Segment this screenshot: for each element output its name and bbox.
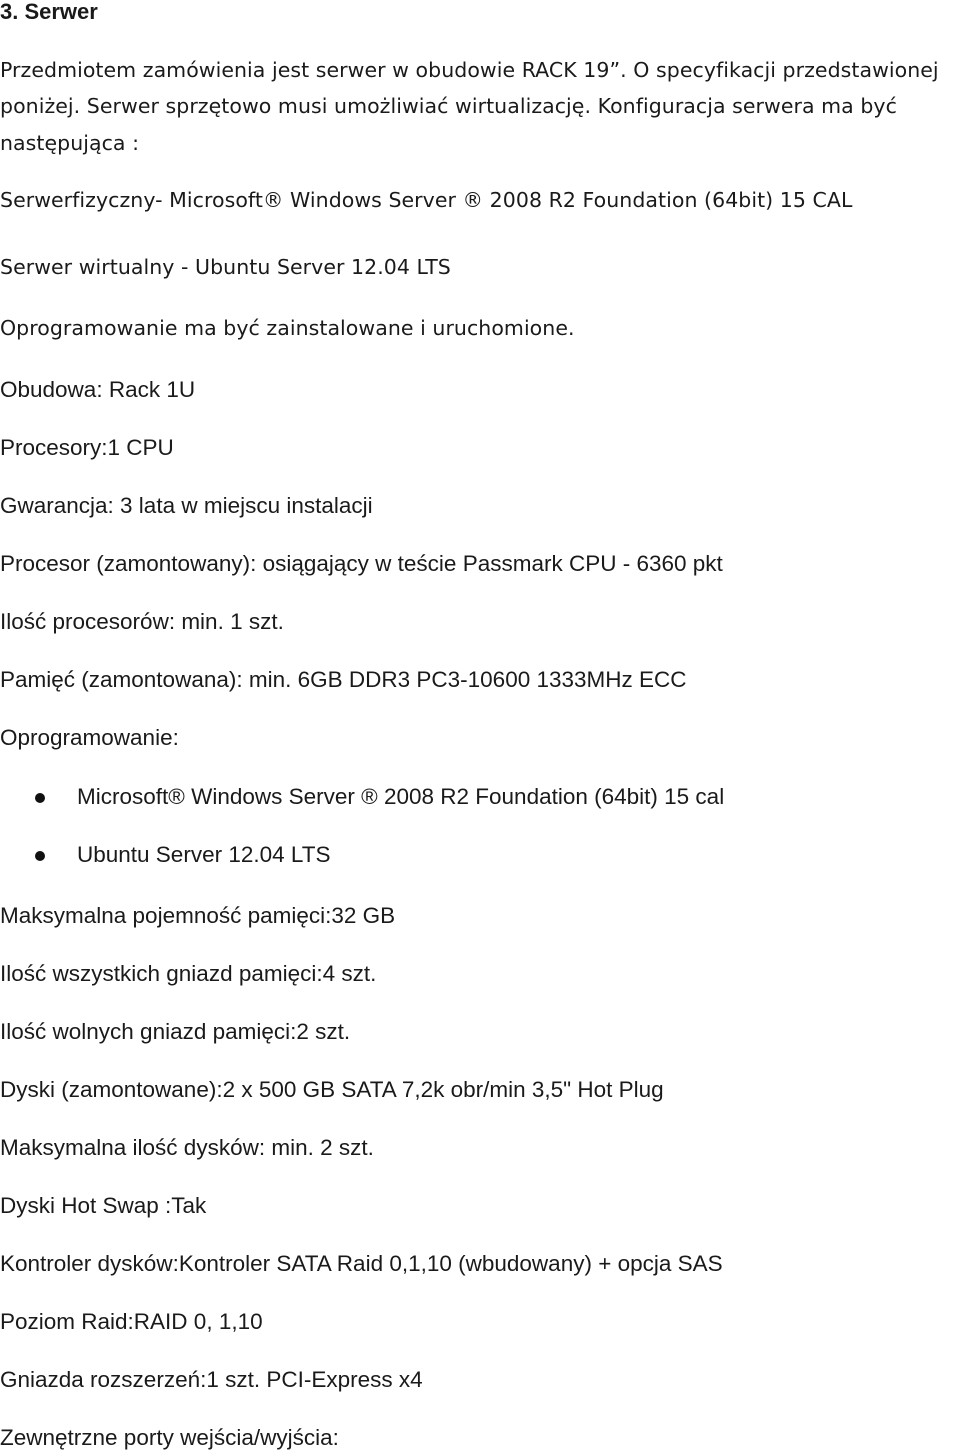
- spec-memory: Pamięć (zamontowana): min. 6GB DDR3 PC3-10600 1333MHz ECC: [0, 667, 687, 692]
- spec-processors: Procesory:1 CPU: [0, 435, 174, 460]
- spec-processor: Procesor (zamontowany): osiągający w teście Passmark CPU - 6360 pkt: [0, 551, 723, 576]
- spec-disks: Dyski (zamontowane):2 x 500 GB SATA 7,2k obr/min 3,5" Hot Plug: [0, 1077, 664, 1102]
- spec-expansion-slots: Gniazda rozszerzeń:1 szt. PCI-Express x4: [0, 1367, 423, 1392]
- spec-raid-level: Poziom Raid:RAID 0, 1,10: [0, 1309, 263, 1334]
- software-item-text: Ubuntu Server 12.04 LTS: [77, 842, 331, 867]
- spec-hot-swap: Dyski Hot Swap :Tak: [0, 1193, 207, 1218]
- physical-server-line: Serwerfizyczny- Microsoft® Windows Server ® 2008 R2 Foundation (64bit) 15 CAL: [0, 188, 853, 212]
- spec-memory-slots-total: Ilość wszystkich gniazd pamięci:4 szt.: [0, 961, 377, 986]
- spec-max-disks: Maksymalna ilość dysków: min. 2 szt.: [0, 1135, 374, 1160]
- intro-line-3: następująca :: [0, 131, 140, 155]
- spec-processor-count: Ilość procesorów: min. 1 szt.: [0, 609, 284, 634]
- software-item-text: Microsoft® Windows Server ® 2008 R2 Foundation (64bit) 15 cal: [77, 784, 725, 809]
- intro-line-2: poniżej. Serwer sprzętowo musi umożliwiać wirtualizację. Konfiguracja serwera ma być: [0, 94, 897, 118]
- spec-warranty: Gwarancja: 3 lata w miejscu instalacji: [0, 493, 373, 518]
- spec-software-label: Oprogramowanie:: [0, 725, 179, 750]
- software-list-item: [0, 782, 960, 812]
- intro-line-1: Przedmiotem zamówienia jest serwer w obudowie RACK 19”. O specyfikacji przedstawionej: [0, 58, 939, 82]
- software-list-item: [0, 840, 960, 870]
- bullet-icon: [35, 851, 45, 861]
- spec-max-memory: Maksymalna pojemność pamięci:32 GB: [0, 903, 396, 928]
- install-note-line: Oprogramowanie ma być zainstalowane i uruchomione.: [0, 316, 575, 340]
- spec-external-ports: Zewnętrzne porty wejścia/wyjścia:: [0, 1425, 339, 1450]
- spec-housing: Obudowa: Rack 1U: [0, 377, 196, 402]
- virtual-server-line: Serwer wirtualny - Ubuntu Server 12.04 LTS: [0, 255, 451, 279]
- bullet-icon: [35, 793, 45, 803]
- section-heading: 3. Serwer: [0, 0, 98, 24]
- spec-memory-slots-free: Ilość wolnych gniazd pamięci:2 szt.: [0, 1019, 351, 1044]
- spec-disk-controller: Kontroler dysków:Kontroler SATA Raid 0,1,10 (wbudowany) + opcja SAS: [0, 1251, 723, 1276]
